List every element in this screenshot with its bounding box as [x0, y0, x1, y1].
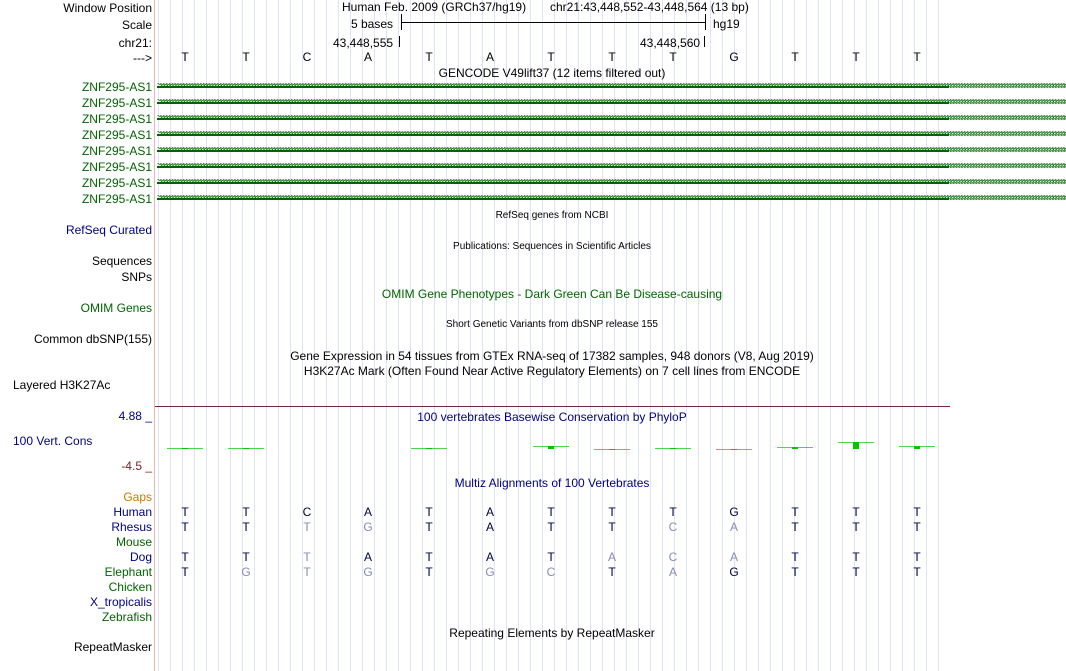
alignment-base: T [303, 520, 311, 534]
phylop-level [899, 446, 935, 447]
species-label[interactable]: Dog [129, 550, 152, 564]
alignment-base: G [363, 565, 373, 579]
multiz-title: Multiz Alignments of 100 Vertebrates [454, 476, 650, 490]
strand-chevrons: >>>>>>>>>>>>>>>>>>>>>>>>>>>>>>>>>>>>>>>>>>>>>>>>>>>>>>>>>>>>>>>>>>>>>>>>>>>>>>>>>>>>>>>>>>>>>>>>>>>>>>>>>>>>>>>>>>>>>>>>>>>>>>>>>>>>>>>>>>>>>>>>>>>>>>>>>>>>>>>>>>>>>>>>>>>>>>>>>>>>>>>>>>>>>>>>>>>>>>>>>>>>>>>>>>>>>>>>>>>>>>>>>>>>>>>>>>>>>>>>>>>>>>>>>>>>>>>>>>>>>>>>>>>>>>>>>>>>>>>>>>>>>>>>>>>>>>>>>>>>>>>>>>>>>>>>>>>>>>>> [157, 81, 1066, 92]
sequence-base: T [242, 50, 250, 64]
alignment-base: T [547, 520, 555, 534]
alignment-base: T [547, 505, 555, 519]
alignment-base: G [363, 520, 373, 534]
sequence-base: T [608, 50, 616, 64]
alignment-base: T [913, 565, 921, 579]
gene-feature[interactable] [157, 129, 1066, 141]
sequence-base: T [547, 50, 555, 64]
species-label[interactable]: Human [113, 505, 152, 519]
alignment-base: C [302, 505, 312, 519]
position-text: chr21:43,448,552-43,448,564 (13 bp) [550, 0, 749, 14]
h3k27ac-title: H3K27Ac Mark (Often Found Near Active Regulatory Elements) on 7 cell lines from ENCODE [303, 364, 801, 378]
sequence-base: T [913, 50, 921, 64]
h3k27ac-label[interactable]: Layered H3K27Ac [13, 378, 111, 392]
coord-right: 43,448,560 [640, 36, 701, 50]
window-position-label: Window Position [63, 1, 152, 15]
alignment-base: T [181, 565, 189, 579]
alignment-base: C [668, 550, 678, 564]
gene-label[interactable]: ZNF295-AS1 [81, 176, 152, 190]
gene-feature[interactable] [157, 193, 1066, 205]
gene-feature[interactable] [157, 145, 1066, 157]
alignment-base: T [425, 505, 433, 519]
alignment-base: T [852, 520, 860, 534]
alignment-base: A [485, 505, 495, 519]
phylop-min-label: -4.5 _ [121, 459, 152, 473]
repeatmasker-title: Repeating Elements by RepeatMasker [449, 626, 655, 640]
alignment-base: A [729, 520, 739, 534]
alignment-base: T [242, 550, 250, 564]
sequence-base: T [425, 50, 433, 64]
alignment-base: G [729, 505, 739, 519]
strand-chevrons: >>>>>>>>>>>>>>>>>>>>>>>>>>>>>>>>>>>>>>>>>>>>>>>>>>>>>>>>>>>>>>>>>>>>>>>>>>>>>>>>>>>>>>>>>>>>>>>>>>>>>>>>>>>>>>>>>>>>>>>>>>>>>>>>>>>>>>>>>>>>>>>>>>>>>>>>>>>>>>>>>>>>>>>>>>>>>>>>>>>>>>>>>>>>>>>>>>>>>>>>>>>>>>>>>>>>>>>>>>>>>>>>>>>>>>>>>>>>>>>>>>>>>>>>>>>>>>>>>>>>>>>>>>>>>>>>>>>>>>>>>>>>>>>>>>>>>>>>>>>>>>>>>>>>>>>>>>>>>>>> [157, 145, 1066, 156]
assembly-title: Human Feb. 2009 (GRCh37/hg19) [342, 0, 527, 14]
alignment-base: T [791, 520, 799, 534]
sequence-base: A [485, 50, 495, 64]
alignment-base: T [608, 565, 616, 579]
scale-bar [401, 22, 705, 23]
gaps-label[interactable]: Gaps [123, 490, 152, 504]
species-label[interactable]: Mouse [115, 535, 152, 549]
phylop-level [411, 448, 447, 449]
assembly-short: hg19 [713, 17, 740, 31]
alignment-base: T [181, 505, 189, 519]
alignment-base: T [425, 520, 433, 534]
alignment-base: A [668, 565, 678, 579]
coord-left: 43,448,555 [333, 36, 394, 50]
h3k27ac-baseline [155, 406, 950, 407]
phylop-level [594, 449, 630, 450]
alignment-base: A [363, 550, 373, 564]
alignment-base: A [485, 520, 495, 534]
gene-label[interactable]: ZNF295-AS1 [81, 160, 152, 174]
alignment-base: T [852, 565, 860, 579]
omim-title: OMIM Gene Phenotypes - Dark Green Can Be Disease-causing [381, 287, 723, 301]
gene-label[interactable]: ZNF295-AS1 [81, 192, 152, 206]
alignment-base: T [303, 550, 311, 564]
alignment-base: T [547, 550, 555, 564]
gene-label[interactable]: ZNF295-AS1 [81, 144, 152, 158]
alignment-base: T [181, 520, 189, 534]
alignment-base: T [913, 550, 921, 564]
alignment-base: T [913, 505, 921, 519]
phylop-level [716, 449, 752, 450]
omim-label[interactable]: OMIM Genes [80, 301, 152, 315]
alignment-base: T [608, 505, 616, 519]
gene-label[interactable]: ZNF295-AS1 [81, 128, 152, 142]
alignment-base: G [729, 565, 739, 579]
phylop-level [838, 442, 874, 443]
phylop-title: 100 vertebrates Basewise Conservation by PhyloP [417, 410, 687, 424]
gene-label[interactable]: ZNF295-AS1 [81, 80, 152, 94]
alignment-base: A [485, 550, 495, 564]
sequences-label[interactable]: Sequences [91, 254, 152, 268]
alignment-base: T [242, 505, 250, 519]
phylop-level [533, 446, 569, 447]
alignment-base: G [241, 565, 251, 579]
alignment-base: T [852, 550, 860, 564]
phylop-level [655, 448, 691, 449]
dbsnp-label[interactable]: Common dbSNP(155) [33, 332, 152, 346]
gene-feature[interactable] [157, 113, 1066, 125]
dbsnp-title: Short Genetic Variants from dbSNP release 155 [446, 319, 658, 330]
gene-label[interactable]: ZNF295-AS1 [81, 96, 152, 110]
strand-chevrons: >>>>>>>>>>>>>>>>>>>>>>>>>>>>>>>>>>>>>>>>>>>>>>>>>>>>>>>>>>>>>>>>>>>>>>>>>>>>>>>>>>>>>>>>>>>>>>>>>>>>>>>>>>>>>>>>>>>>>>>>>>>>>>>>>>>>>>>>>>>>>>>>>>>>>>>>>>>>>>>>>>>>>>>>>>>>>>>>>>>>>>>>>>>>>>>>>>>>>>>>>>>>>>>>>>>>>>>>>>>>>>>>>>>>>>>>>>>>>>>>>>>>>>>>>>>>>>>>>>>>>>>>>>>>>>>>>>>>>>>>>>>>>>>>>>>>>>>>>>>>>>>>>>>>>>>>>>>>>>>> [157, 193, 1066, 204]
scale-text: 5 bases [351, 17, 394, 31]
alignment-base: A [607, 550, 617, 564]
alignment-base: T [242, 520, 250, 534]
alignment-base: T [791, 505, 799, 519]
alignment-base: A [729, 550, 739, 564]
phylop-level [167, 448, 203, 449]
strand-label[interactable]: ---> [133, 51, 152, 65]
species-label[interactable]: Chicken [108, 580, 152, 594]
species-label[interactable]: Zebrafish [101, 610, 152, 624]
gtex-title: Gene Expression in 54 tissues from GTEx RNA-seq of 17382 samples, 948 donors (V8, Aug 2019) [290, 349, 814, 363]
scale-bar-right-tick [705, 14, 706, 30]
alignment-base: T [669, 505, 677, 519]
sequence-base: T [181, 50, 189, 64]
phylop-label[interactable]: 100 Vert. Cons [13, 434, 93, 448]
phylop-max-label: 4.88 _ [118, 409, 152, 423]
sequence-base: T [669, 50, 677, 64]
repeatmasker-label[interactable]: RepeatMasker [73, 640, 152, 654]
alignment-base: A [363, 505, 373, 519]
coord-right-tick [704, 36, 705, 47]
coord-left-tick [399, 36, 400, 47]
species-label[interactable]: Elephant [104, 565, 152, 579]
sequence-base: T [791, 50, 799, 64]
strand-chevrons: >>>>>>>>>>>>>>>>>>>>>>>>>>>>>>>>>>>>>>>>>>>>>>>>>>>>>>>>>>>>>>>>>>>>>>>>>>>>>>>>>>>>>>>>>>>>>>>>>>>>>>>>>>>>>>>>>>>>>>>>>>>>>>>>>>>>>>>>>>>>>>>>>>>>>>>>>>>>>>>>>>>>>>>>>>>>>>>>>>>>>>>>>>>>>>>>>>>>>>>>>>>>>>>>>>>>>>>>>>>>>>>>>>>>>>>>>>>>>>>>>>>>>>>>>>>>>>>>>>>>>>>>>>>>>>>>>>>>>>>>>>>>>>>>>>>>>>>>>>>>>>>>>>>>>>>>>>>>>>>> [157, 177, 1066, 188]
gene-label[interactable]: ZNF295-AS1 [81, 112, 152, 126]
scale-label: Scale [121, 18, 152, 32]
sequence-base: T [852, 50, 860, 64]
track-image[interactable] [155, 0, 1066, 671]
track-labels-panel [0, 0, 154, 671]
chrom-label: chr21: [118, 36, 152, 50]
gene-feature[interactable] [157, 161, 1066, 173]
alignment-base: T [181, 550, 189, 564]
alignment-base: T [425, 550, 433, 564]
refseq-title: RefSeq genes from NCBI [495, 210, 609, 221]
gene-feature[interactable] [157, 81, 1066, 93]
gene-feature[interactable] [157, 177, 1066, 189]
gene-feature[interactable] [157, 97, 1066, 109]
phylop-level [777, 447, 813, 448]
sequence-base: A [363, 50, 373, 64]
species-label[interactable]: Rhesus [111, 520, 152, 534]
alignment-base: C [668, 520, 678, 534]
sequence-base: C [302, 50, 312, 64]
strand-chevrons: >>>>>>>>>>>>>>>>>>>>>>>>>>>>>>>>>>>>>>>>>>>>>>>>>>>>>>>>>>>>>>>>>>>>>>>>>>>>>>>>>>>>>>>>>>>>>>>>>>>>>>>>>>>>>>>>>>>>>>>>>>>>>>>>>>>>>>>>>>>>>>>>>>>>>>>>>>>>>>>>>>>>>>>>>>>>>>>>>>>>>>>>>>>>>>>>>>>>>>>>>>>>>>>>>>>>>>>>>>>>>>>>>>>>>>>>>>>>>>>>>>>>>>>>>>>>>>>>>>>>>>>>>>>>>>>>>>>>>>>>>>>>>>>>>>>>>>>>>>>>>>>>>>>>>>>>>>>>>>>> [157, 113, 1066, 124]
gencode-title: GENCODE V49lift37 (12 items filtered out) [438, 66, 666, 80]
species-label[interactable]: X_tropicalis [89, 595, 152, 609]
alignment-base: T [303, 565, 311, 579]
strand-chevrons: >>>>>>>>>>>>>>>>>>>>>>>>>>>>>>>>>>>>>>>>>>>>>>>>>>>>>>>>>>>>>>>>>>>>>>>>>>>>>>>>>>>>>>>>>>>>>>>>>>>>>>>>>>>>>>>>>>>>>>>>>>>>>>>>>>>>>>>>>>>>>>>>>>>>>>>>>>>>>>>>>>>>>>>>>>>>>>>>>>>>>>>>>>>>>>>>>>>>>>>>>>>>>>>>>>>>>>>>>>>>>>>>>>>>>>>>>>>>>>>>>>>>>>>>>>>>>>>>>>>>>>>>>>>>>>>>>>>>>>>>>>>>>>>>>>>>>>>>>>>>>>>>>>>>>>>>>>>>>>>> [157, 161, 1066, 172]
sequence-base: G [729, 50, 739, 64]
alignment-base: T [608, 520, 616, 534]
strand-chevrons: >>>>>>>>>>>>>>>>>>>>>>>>>>>>>>>>>>>>>>>>>>>>>>>>>>>>>>>>>>>>>>>>>>>>>>>>>>>>>>>>>>>>>>>>>>>>>>>>>>>>>>>>>>>>>>>>>>>>>>>>>>>>>>>>>>>>>>>>>>>>>>>>>>>>>>>>>>>>>>>>>>>>>>>>>>>>>>>>>>>>>>>>>>>>>>>>>>>>>>>>>>>>>>>>>>>>>>>>>>>>>>>>>>>>>>>>>>>>>>>>>>>>>>>>>>>>>>>>>>>>>>>>>>>>>>>>>>>>>>>>>>>>>>>>>>>>>>>>>>>>>>>>>>>>>>>>>>>>>>>> [157, 129, 1066, 140]
alignment-base: T [425, 565, 433, 579]
refseq-label[interactable]: RefSeq Curated [65, 223, 152, 237]
publications-title: Publications: Sequences in Scientific Articles [453, 241, 651, 252]
phylop-bar [853, 442, 859, 449]
alignment-base: G [485, 565, 495, 579]
alignment-base: T [791, 550, 799, 564]
strand-chevrons: >>>>>>>>>>>>>>>>>>>>>>>>>>>>>>>>>>>>>>>>>>>>>>>>>>>>>>>>>>>>>>>>>>>>>>>>>>>>>>>>>>>>>>>>>>>>>>>>>>>>>>>>>>>>>>>>>>>>>>>>>>>>>>>>>>>>>>>>>>>>>>>>>>>>>>>>>>>>>>>>>>>>>>>>>>>>>>>>>>>>>>>>>>>>>>>>>>>>>>>>>>>>>>>>>>>>>>>>>>>>>>>>>>>>>>>>>>>>>>>>>>>>>>>>>>>>>>>>>>>>>>>>>>>>>>>>>>>>>>>>>>>>>>>>>>>>>>>>>>>>>>>>>>>>>>>>>>>>>>>> [157, 97, 1066, 108]
alignment-base: T [852, 505, 860, 519]
alignment-base: C [546, 565, 556, 579]
alignment-base: T [913, 520, 921, 534]
phylop-level [228, 448, 264, 449]
snps-label[interactable]: SNPs [121, 270, 152, 284]
alignment-base: T [791, 565, 799, 579]
